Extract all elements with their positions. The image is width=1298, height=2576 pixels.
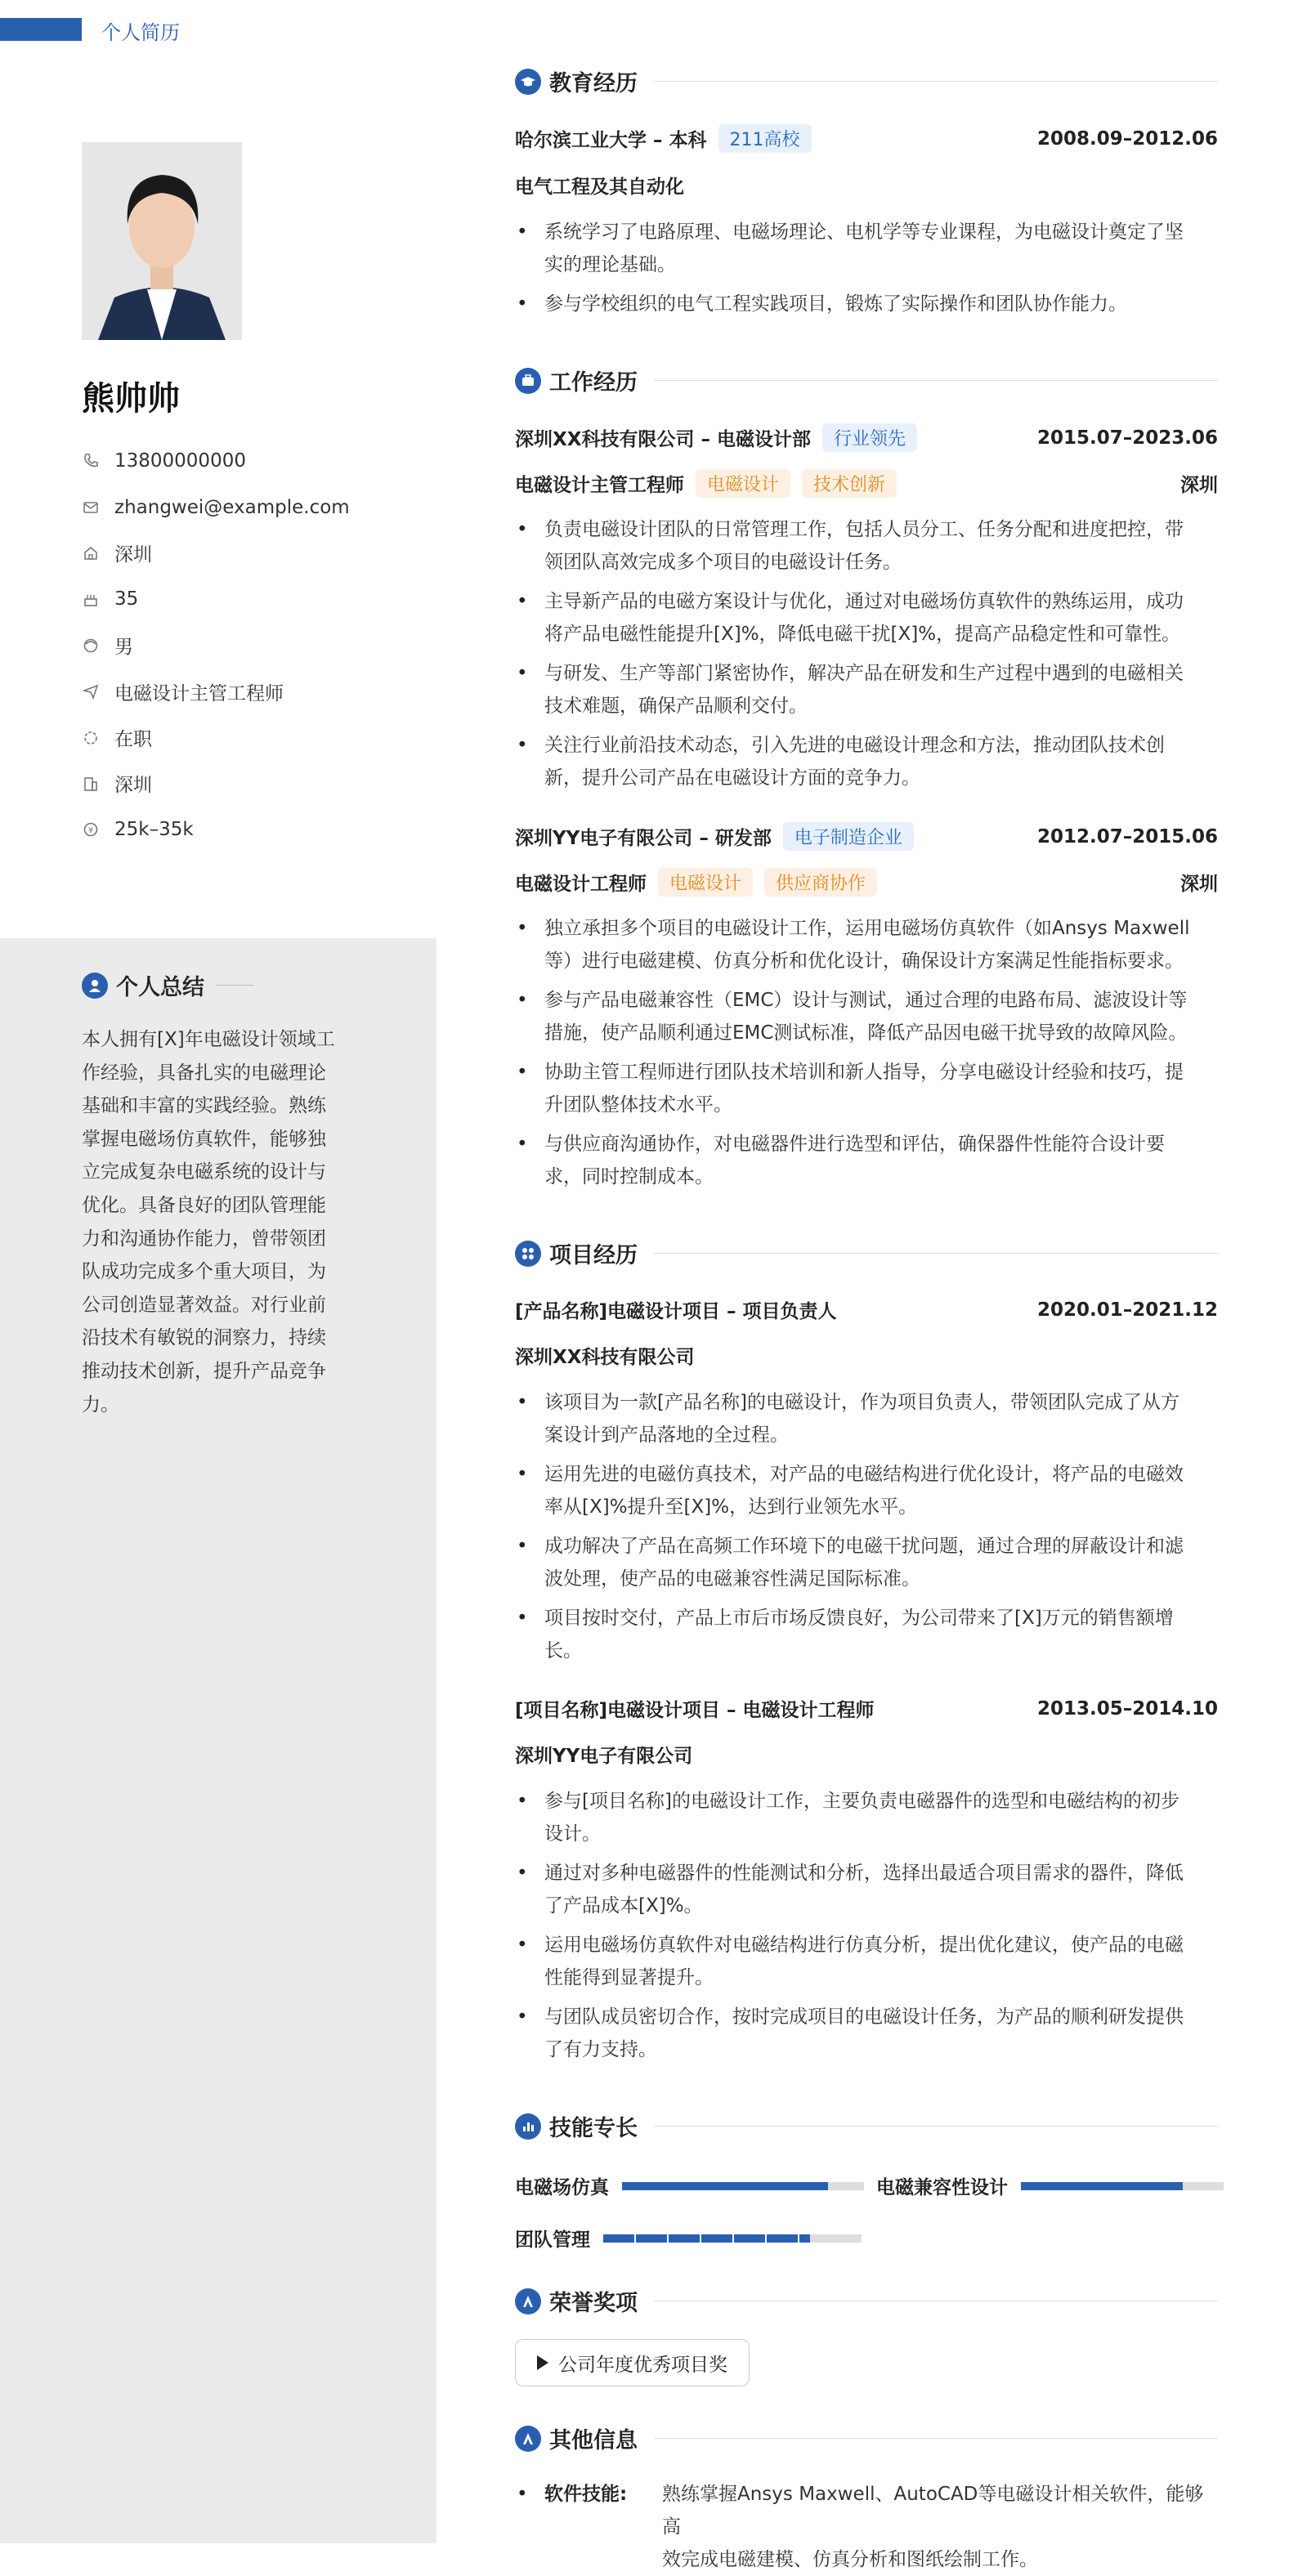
bullet-line: 等）进行电磁建模、仿真分析和优化设计，确保设计方案满足性能指标要求。: [544, 950, 1184, 972]
cake-icon: [82, 590, 100, 608]
project-name: [产品名称]电磁设计项目 – 项目负责人: [515, 1301, 837, 1322]
bullet-line: • 通过对多种电磁器件的性能测试和分析，选择出最适合项目需求的器件，降低: [544, 1863, 1184, 1884]
bullet-line: 性能得到显著提升。: [544, 1967, 714, 1988]
bullet-line: • 参与[项目名称]的电磁设计工作，主要负责电磁器件的选型和电磁结构的初步: [544, 1791, 1179, 1812]
bullet-line: 领团队高效完成多个项目的电磁设计任务。: [544, 552, 902, 573]
education-row: [515, 124, 1218, 153]
role-row: [515, 469, 1218, 498]
mail-icon: [82, 499, 100, 517]
skill-name: 电磁兼容性设计: [876, 2177, 1008, 2198]
bullet-line: 实的理论基础。: [544, 254, 676, 275]
info-text: 35: [114, 588, 139, 610]
briefcase-icon: [515, 368, 541, 394]
bullet-line: • 系统学习了电路原理、电磁场理论、电机学等专业课程，为电磁设计奠定了坚: [544, 221, 1184, 243]
other-line: 效完成电磁建模、仿真分析和图纸绘制工作。: [662, 2549, 1038, 2570]
bullet-line: • 负责电磁设计团队的日常管理工作，包括人员分工、任务分配和进度把控，带: [544, 519, 1184, 540]
header-accent-bar: [0, 18, 82, 41]
education-heading: [515, 65, 1218, 97]
info-row-status: [82, 714, 425, 760]
summary-line: 优化。具备良好的团队管理能: [82, 1194, 326, 1216]
bullet-line: 长。: [544, 1640, 582, 1661]
project-company-row: [515, 1342, 1218, 1369]
company-name: 深圳XX科技有限公司 – 电磁设计部: [515, 429, 811, 450]
bullet-line: 新，提升公司产品在电磁设计方面的竞争力。: [544, 767, 920, 789]
summary-title: 个人总结: [116, 975, 204, 1000]
bullet-line: 升团队整体技术水平。: [544, 1094, 732, 1116]
school-tag: 211高校: [718, 124, 812, 153]
bullet-line: • 参与学校组织的电气工程实践项目，锻炼了实际操作和团队协作能力。: [544, 293, 1127, 315]
other-line: 熟练掌握Ansys Maxwell、AutoCAD等电磁设计相关软件，能够高: [662, 2484, 1204, 2538]
role-name: 电磁设计主管工程师: [515, 475, 684, 496]
send-icon: [82, 682, 100, 700]
project-bullet: [515, 1602, 1218, 1667]
project-bullet: [515, 1386, 1218, 1451]
info-text: 在职: [114, 729, 152, 751]
info-row-salary: [82, 807, 425, 852]
info-text: 25k–35k: [114, 819, 194, 841]
bullet-line: • 协助主管工程师进行团队技术培训和新人指导，分享电磁设计经验和技巧，提: [544, 1062, 1184, 1083]
page-title: 个人简历: [101, 21, 180, 44]
job-bullet: [515, 729, 1218, 794]
job-bullet: [515, 1128, 1218, 1193]
bar-chart-icon: [515, 2113, 541, 2140]
role-name: 电磁设计工程师: [515, 874, 647, 895]
job-bullet: [515, 585, 1218, 651]
role-tag: 电磁设计: [658, 868, 753, 897]
skills-heading: [515, 2110, 1218, 2142]
bullet-line: 率从[X]%提升至[X]%，达到行业领先水平。: [544, 1496, 918, 1518]
info-text: 深圳: [114, 544, 152, 566]
major-name: 电气工程及其自动化: [515, 177, 684, 198]
divider: [216, 985, 253, 986]
company-tag: 电子制造企业: [783, 822, 914, 851]
job-period: 2015.07–2023.06: [1036, 427, 1218, 449]
summary-text: [82, 1023, 351, 1421]
summary-line: 队成功完成多个重大项目，为: [82, 1261, 326, 1283]
job-bullet: [515, 513, 1218, 579]
user-icon: [82, 973, 108, 999]
grid-icon: [515, 1241, 541, 1267]
project-company: 深圳XX科技有限公司: [515, 1347, 695, 1368]
bullet-line: • 独立承担多个项目的电磁设计工作，运用电磁场仿真软件（如Ansys Maxwell: [544, 918, 1190, 939]
divider: [654, 380, 1218, 381]
education-bullet: [515, 216, 1218, 281]
bullet-line: • 与供应商沟通协作，对电磁器件进行选型和评估，确保器件性能符合设计要: [544, 1134, 1165, 1155]
info-text: zhangwei@example.com: [114, 496, 350, 518]
bullet-line: • 参与产品电磁兼容性（EMC）设计与测试，通过合理的电路布局、滤波设计等: [544, 990, 1188, 1011]
info-text: 深圳: [114, 775, 152, 797]
bullet-line: 了有力支持。: [544, 2039, 657, 2060]
skill-row: [515, 2225, 862, 2252]
job-city: 深圳: [1180, 475, 1218, 496]
summary-line: 立完成复杂电磁系统的设计与: [82, 1161, 326, 1183]
role-tag: 技术创新: [802, 469, 897, 498]
summary-line: 作经验，具备扎实的电磁理论: [82, 1062, 326, 1084]
info-row-location: [82, 530, 425, 576]
job-row: [515, 423, 1218, 452]
awards-heading: [515, 2285, 1218, 2317]
bullet-line: 求，同时控制成本。: [544, 1166, 714, 1187]
skill-bar-fill: [1021, 2182, 1183, 2190]
summary-line: 公司创造显著效益。对行业前: [82, 1294, 326, 1316]
bullet-line: • 关注行业前沿技术动态，引入先进的电磁设计理念和方法，推动团队技术创: [544, 735, 1165, 756]
contact-info-list: [82, 438, 425, 853]
skill-row: [515, 2172, 864, 2199]
triangle-icon: [537, 2355, 548, 2370]
award-label: 公司年度优秀项目奖: [558, 2354, 727, 2376]
project-name: [项目名称]电磁设计项目 – 电磁设计工程师: [515, 1700, 875, 1721]
info-row-gender: [82, 623, 425, 669]
summary-line: 力和沟通协作能力，曾带领团: [82, 1228, 326, 1250]
section-title: 技能专长: [549, 2116, 638, 2141]
job-bullet: [515, 984, 1218, 1049]
bullet-line: • 运用先进的电磁仿真技术，对产品的电磁结构进行优化设计，将产品的电磁效: [544, 1464, 1184, 1485]
summary-line: 推动技术创新，提升产品竞争: [82, 1360, 326, 1382]
graduation-cap-icon: [515, 69, 541, 95]
info-row-position: [82, 669, 425, 714]
bullet-line: • 项目按时交付，产品上市后市场反馈良好，为公司带来了[X]万元的销售额增: [544, 1608, 1174, 1629]
bullet-line: 将产品电磁性能提升[X]%，降低电磁干扰[X]%，提高产品稳定性和可靠性。: [544, 624, 1181, 645]
section-title: 项目经历: [549, 1243, 638, 1268]
section-title: 教育经历: [549, 71, 638, 96]
section-title: 荣誉奖项: [549, 2291, 638, 2316]
summary-line: 力。: [82, 1393, 119, 1415]
building-icon: [82, 775, 100, 793]
job-period: 2012.07–2015.06: [1036, 825, 1218, 847]
other-bullet: [515, 2478, 1218, 2576]
project-company: 深圳YY电子有限公司: [515, 1746, 693, 1767]
info-text: 13800000000: [114, 450, 246, 472]
bullet-line: • 成功解决了产品在高频工作环境下的电磁干扰问题，通过合理的屏蔽设计和滤: [544, 1536, 1184, 1557]
other-heading: [515, 2422, 1218, 2454]
job-row: [515, 822, 1218, 851]
bullet-line: 设计。: [544, 1823, 601, 1845]
gender-icon: [82, 637, 100, 655]
major-row: [515, 172, 1218, 199]
salary-icon: [82, 821, 100, 839]
role-row: [515, 868, 1218, 897]
project-row: [515, 1296, 1218, 1323]
bullet-line: 措施，使产品顺利通过EMC测试标准，降低产品因电磁干扰导致的故障风险。: [544, 1022, 1188, 1044]
bullet-line: 技术难题，确保产品顺利交付。: [544, 695, 808, 717]
summary-line: 掌握电磁场仿真软件，能够独: [82, 1128, 326, 1150]
info-text: 电磁设计主管工程师: [114, 682, 284, 704]
status-icon: [82, 729, 100, 747]
skill-row: [876, 2172, 1224, 2199]
svg-text:¥: ¥: [87, 826, 94, 836]
award-item[interactable]: [515, 2339, 750, 2386]
bullet-line: • 与研发、生产等部门紧密协作，解决产品在研发和生产过程中遇到的电磁相关: [544, 663, 1184, 684]
skill-bar-fill: [603, 2234, 810, 2243]
project-bullet: [515, 1530, 1218, 1595]
medal-icon: [515, 2288, 541, 2314]
bullet-line: • 与团队成员密切合作，按时完成项目的电磁设计任务，为产品的顺利研发提供: [544, 2006, 1184, 2028]
divider: [654, 2126, 1218, 2127]
job-city: 深圳: [1180, 874, 1218, 895]
divider: [654, 1253, 1218, 1254]
skill-bar: [622, 2182, 864, 2190]
project-bullet: [515, 1857, 1218, 1922]
skill-name: 电磁场仿真: [515, 2177, 609, 2198]
other-label: • 软件技能:: [544, 2484, 628, 2505]
bullet-line: 案设计到产品落地的全过程。: [544, 1424, 789, 1446]
project-bullet: [515, 1785, 1218, 1850]
project-row: [515, 1695, 1218, 1722]
info-row-city: [82, 761, 425, 807]
role-tag: 电磁设计: [696, 469, 790, 498]
project-bullet: [515, 2001, 1218, 2066]
role-tag: 供应商协作: [764, 868, 877, 897]
summary-line: 本人拥有[X]年电磁设计领域工: [82, 1029, 335, 1050]
job-bullet: [515, 657, 1218, 722]
job-bullet: [515, 912, 1218, 977]
section-title: 其他信息: [549, 2428, 638, 2453]
home-icon: [82, 544, 100, 562]
project-company-row: [515, 1741, 1218, 1768]
summary-line: 沿技术有敏锐的洞察力，持续: [82, 1327, 326, 1349]
skill-name: 团队管理: [515, 2229, 590, 2251]
education-bullet: [515, 288, 1218, 320]
divider: [654, 81, 1218, 82]
other-text: [662, 2478, 1218, 2576]
profile-name: 熊帅帅: [82, 380, 180, 418]
bullet-line: • 该项目为一款[产品名称]的电磁设计，作为项目负责人，带领团队完成了从方: [544, 1392, 1179, 1413]
skill-bar: [603, 2234, 862, 2243]
info-row-phone: [82, 438, 425, 484]
project-bullet: [515, 1929, 1218, 1994]
bullet-line: • 主导新产品的电磁方案设计与优化，通过对电磁场仿真软件的熟练运用，成功: [544, 591, 1184, 612]
info-row-age: [82, 576, 425, 622]
school-name: 哈尔滨工业大学 – 本科: [515, 130, 707, 151]
job-bullet: [515, 1056, 1218, 1121]
bullet-line: 了产品成本[X]%。: [544, 1895, 703, 1916]
info-row-email: [82, 484, 425, 530]
skill-bar-fill: [622, 2182, 828, 2190]
project-bullet: [515, 1458, 1218, 1523]
profile-photo: [82, 142, 242, 340]
project-period: 2020.01–2021.12: [1036, 1299, 1218, 1321]
work-heading: [515, 364, 1218, 396]
project-period: 2013.05–2014.10: [1036, 1697, 1218, 1720]
bullet-line: • 运用电磁场仿真软件对电磁结构进行仿真分析，提出优化建议，使产品的电磁: [544, 1934, 1184, 1956]
section-title: 工作经历: [549, 370, 638, 396]
summary-heading: [82, 969, 253, 1001]
education-period: 2008.09–2012.06: [1036, 127, 1218, 150]
summary-line: 基础和丰富的实践经验。熟练: [82, 1095, 326, 1117]
company-name: 深圳YY电子有限公司 – 研发部: [515, 828, 772, 849]
company-tag: 行业领先: [822, 423, 917, 452]
skill-bar: [1021, 2182, 1224, 2190]
info-icon: [515, 2426, 541, 2452]
divider: [654, 2438, 1218, 2439]
bullet-line: 波处理，使产品的电磁兼容性满足国际标准。: [544, 1568, 920, 1590]
projects-heading: [515, 1237, 1218, 1269]
info-text: 男: [114, 637, 133, 659]
phone-icon: [82, 452, 100, 470]
